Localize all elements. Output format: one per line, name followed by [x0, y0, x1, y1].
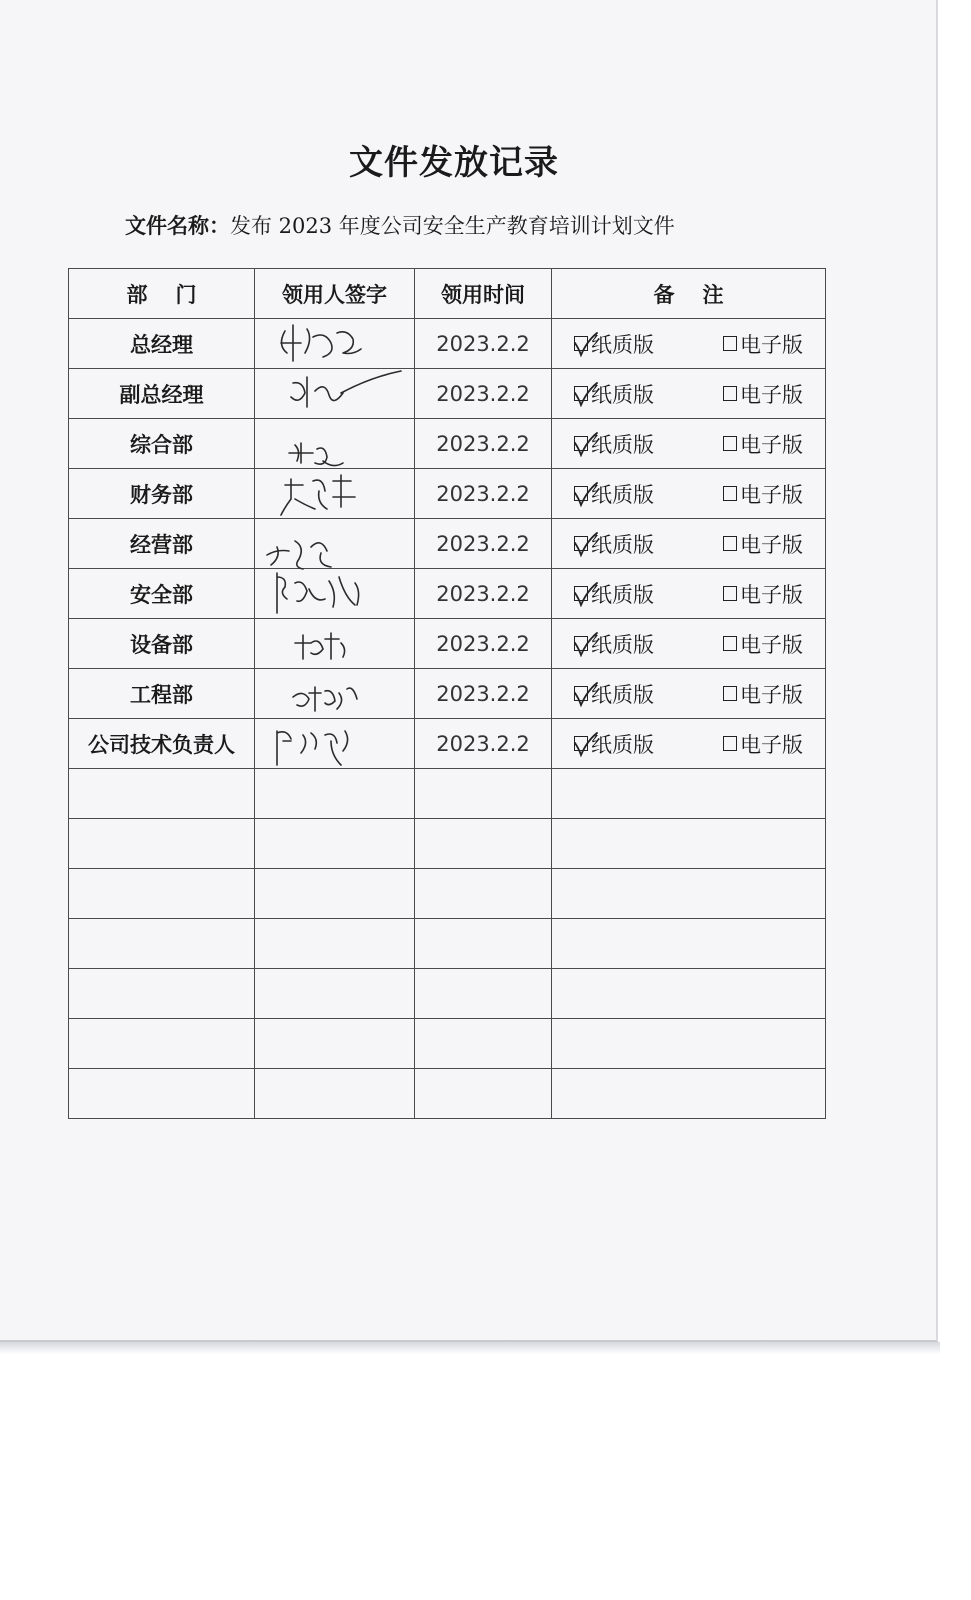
department-cell: 财务部	[69, 469, 255, 519]
remark-cell	[552, 719, 826, 769]
signature-cell	[255, 369, 415, 419]
remark-cell	[552, 669, 826, 719]
empty-cell	[552, 769, 826, 819]
file-name-label: 文件名称：	[125, 213, 230, 238]
date-cell: 2023.2.2	[415, 319, 552, 369]
electronic-version-option[interactable]	[723, 629, 803, 659]
signature-cell	[255, 319, 415, 369]
page-title: 文件发放记录	[349, 143, 559, 183]
empty-cell	[255, 1069, 415, 1119]
header-remark: 备注	[552, 269, 826, 319]
empty-cell	[69, 1069, 255, 1119]
paper-version-label: 纸质版	[591, 382, 654, 407]
empty-table-row	[69, 769, 826, 819]
empty-cell	[415, 919, 552, 969]
signature-cell	[255, 719, 415, 769]
remark-cell	[552, 469, 826, 519]
signature-cell	[255, 619, 415, 669]
electronic-version-label: 电子版	[740, 432, 803, 457]
paper-version-option[interactable]	[574, 379, 654, 409]
department-cell: 综合部	[69, 419, 255, 469]
empty-cell	[69, 969, 255, 1019]
empty-cell	[255, 769, 415, 819]
header-department: 部门	[69, 269, 255, 319]
date-cell: 2023.2.2	[415, 369, 552, 419]
empty-cell	[255, 969, 415, 1019]
empty-cell	[255, 869, 415, 919]
date-cell: 2023.2.2	[415, 669, 552, 719]
check-mark-icon	[572, 431, 602, 457]
empty-cell	[415, 1019, 552, 1069]
electronic-version-label: 电子版	[740, 732, 803, 757]
empty-table-row	[69, 969, 826, 1019]
electronic-version-option[interactable]	[723, 379, 803, 409]
paper-version-label: 纸质版	[591, 632, 654, 657]
file-name-value: 发布 2023 年度公司安全生产教育培训计划文件	[230, 214, 675, 238]
table-row	[69, 319, 826, 369]
header-date: 领用时间	[415, 269, 552, 319]
empty-cell	[69, 819, 255, 869]
handwritten-signature	[255, 713, 415, 775]
department-cell: 公司技术负责人	[69, 719, 255, 769]
table-row	[69, 719, 826, 769]
check-mark-icon	[572, 731, 602, 757]
electronic-checkbox[interactable]	[723, 636, 737, 651]
page-edge	[0, 1342, 940, 1354]
empty-cell	[69, 1019, 255, 1069]
electronic-version-label: 电子版	[740, 632, 803, 657]
department-cell: 经营部	[69, 519, 255, 569]
signature-cell	[255, 419, 415, 469]
electronic-version-option[interactable]	[723, 679, 803, 709]
empty-cell	[552, 919, 826, 969]
date-cell: 2023.2.2	[415, 419, 552, 469]
empty-cell	[552, 1069, 826, 1119]
table-row	[69, 569, 826, 619]
paper-version-option[interactable]	[574, 429, 654, 459]
header-signature: 领用人签字	[255, 269, 415, 319]
table-row	[69, 619, 826, 669]
electronic-version-option[interactable]	[723, 729, 803, 759]
electronic-checkbox[interactable]	[723, 536, 737, 551]
remark-cell	[552, 419, 826, 469]
electronic-version-label: 电子版	[740, 532, 803, 557]
paper-version-label: 纸质版	[591, 482, 654, 507]
empty-cell	[69, 869, 255, 919]
table-row	[69, 519, 826, 569]
electronic-checkbox[interactable]	[723, 486, 737, 501]
date-cell: 2023.2.2	[415, 719, 552, 769]
paper-version-label: 纸质版	[591, 682, 654, 707]
paper-version-option[interactable]	[574, 479, 654, 509]
signature-cell	[255, 469, 415, 519]
empty-cell	[415, 819, 552, 869]
table-row	[69, 669, 826, 719]
date-cell: 2023.2.2	[415, 619, 552, 669]
empty-cell	[415, 769, 552, 819]
empty-cell	[552, 819, 826, 869]
check-mark-icon	[572, 531, 602, 557]
date-cell: 2023.2.2	[415, 569, 552, 619]
empty-cell	[552, 869, 826, 919]
department-cell: 设备部	[69, 619, 255, 669]
empty-table-row	[69, 819, 826, 869]
remark-cell	[552, 569, 826, 619]
file-name-line	[125, 210, 675, 240]
department-cell: 工程部	[69, 669, 255, 719]
paper-version-label: 纸质版	[591, 582, 654, 607]
check-mark-icon	[572, 481, 602, 507]
check-mark-icon	[572, 581, 602, 607]
empty-cell	[69, 919, 255, 969]
department-cell: 总经理	[69, 319, 255, 369]
electronic-checkbox[interactable]	[723, 586, 737, 601]
paper-version-label: 纸质版	[591, 532, 654, 557]
date-cell: 2023.2.2	[415, 519, 552, 569]
table-row	[69, 369, 826, 419]
electronic-checkbox[interactable]	[723, 736, 737, 751]
electronic-version-label: 电子版	[740, 582, 803, 607]
check-mark-icon	[572, 331, 602, 357]
electronic-version-label: 电子版	[740, 482, 803, 507]
remark-cell	[552, 519, 826, 569]
check-mark-icon	[572, 681, 602, 707]
empty-cell	[255, 919, 415, 969]
electronic-version-option[interactable]	[723, 329, 803, 359]
empty-table-row	[69, 869, 826, 919]
empty-table-row	[69, 919, 826, 969]
paper-version-option[interactable]	[574, 729, 654, 759]
remark-cell	[552, 369, 826, 419]
date-cell: 2023.2.2	[415, 469, 552, 519]
table-row	[69, 469, 826, 519]
paper-version-label: 纸质版	[591, 432, 654, 457]
signature-cell	[255, 519, 415, 569]
empty-cell	[255, 1019, 415, 1069]
empty-cell	[415, 1069, 552, 1119]
paper-version-option[interactable]	[574, 679, 654, 709]
electronic-version-label: 电子版	[740, 382, 803, 407]
empty-cell	[255, 819, 415, 869]
empty-cell	[415, 869, 552, 919]
check-mark-icon	[572, 631, 602, 657]
table-header-row	[69, 269, 826, 319]
signature-cell	[255, 569, 415, 619]
electronic-version-label: 电子版	[740, 332, 803, 357]
department-cell: 安全部	[69, 569, 255, 619]
distribution-table	[68, 268, 826, 1119]
paper-version-option[interactable]	[574, 579, 654, 609]
empty-table-row	[69, 1069, 826, 1119]
empty-cell	[552, 1019, 826, 1069]
empty-cell	[552, 969, 826, 1019]
paper-version-option[interactable]	[574, 529, 654, 559]
electronic-version-option[interactable]	[723, 479, 803, 509]
paper-version-option[interactable]	[574, 329, 654, 359]
electronic-checkbox[interactable]	[723, 686, 737, 701]
electronic-version-label: 电子版	[740, 682, 803, 707]
electronic-checkbox[interactable]	[723, 386, 737, 401]
electronic-version-option[interactable]	[723, 579, 803, 609]
empty-table-row	[69, 1019, 826, 1069]
empty-cell	[69, 769, 255, 819]
signature-cell	[255, 669, 415, 719]
empty-cell	[415, 969, 552, 1019]
remark-cell	[552, 619, 826, 669]
electronic-checkbox[interactable]	[723, 336, 737, 351]
department-cell: 副总经理	[69, 369, 255, 419]
remark-cell	[552, 319, 826, 369]
check-mark-icon	[572, 381, 602, 407]
electronic-checkbox[interactable]	[723, 436, 737, 451]
table-row	[69, 419, 826, 469]
paper-version-option[interactable]	[574, 629, 654, 659]
paper-version-label: 纸质版	[591, 732, 654, 757]
electronic-version-option[interactable]	[723, 429, 803, 459]
paper-version-label: 纸质版	[591, 332, 654, 357]
electronic-version-option[interactable]	[723, 529, 803, 559]
